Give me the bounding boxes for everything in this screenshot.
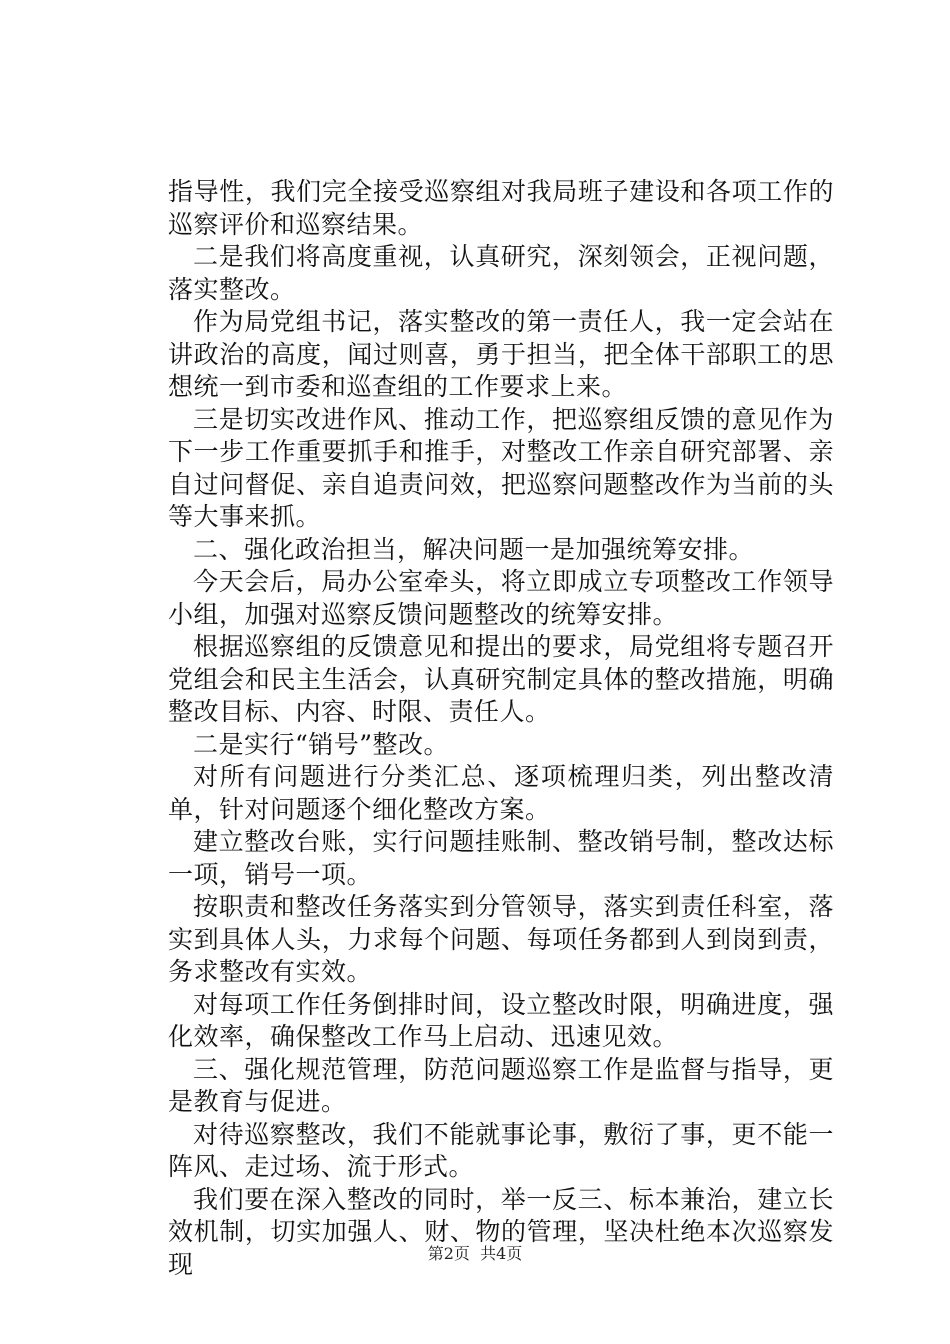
paragraph: 三、强化规范管理，防范问题巡察工作是监督与指导，更是教育与促进。: [168, 1054, 834, 1116]
paragraph: 按职责和整改任务落实到分管领导，落实到责任科室，落实到具体人头，力求每个问题、每项任务都到人到岗到责，务求整改有实效。: [168, 892, 834, 986]
paragraph: 二、强化政治担当，解决问题一是加强统筹安排。: [193, 534, 755, 564]
paragraph: 建立整改台账，实行问题挂账制、整改销号制，整改达标一项，销号一项。: [168, 827, 834, 889]
paragraph: 作为局党组书记，落实整改的第一责任人，我一定会站在讲政治的高度，闻过则喜，勇于担当，把全体干部职工的思想统一到市委和巡查组的工作要求上来。: [168, 307, 834, 401]
document-body: [168, 176, 834, 1281]
paragraph: 对待巡察整改，我们不能就事论事，敷衍了事，更不能一阵风、走过场、流于形式。: [168, 1119, 834, 1181]
paragraph: 三是切实改进作风、推动工作，把巡察组反馈的意见作为下一步工作重要抓手和推手，对整改工作亲自研究部署、亲自过问督促、亲自追责问效，把巡察问题整改作为当前的头等大事来抓。: [168, 404, 834, 531]
page-number-label: 第2页 共4页: [427, 1244, 523, 1263]
page-footer: [0, 1244, 950, 1264]
paragraph: 对所有问题进行分类汇总、逐项梳理归类，列出整改清单，针对问题逐个细化整改方案。: [168, 762, 834, 824]
paragraph: 指导性，我们完全接受巡察组对我局班子建设和各项工作的巡察评价和巡察结果。: [168, 177, 834, 239]
paragraph: 对每项工作任务倒排时间，设立整改时限，明确进度，强化效率，确保整改工作马上启动、迅速见效。: [168, 989, 834, 1051]
paragraph: 根据巡察组的反馈意见和提出的要求，局党组将专题召开党组会和民主生活会，认真研究制定具体的整改措施，明确整改目标、内容、时限、责任人。: [168, 632, 834, 726]
paragraph: 今天会后，局办公室牵头，将立即成立专项整改工作领导小组，加强对巡察反馈问题整改的统筹安排。: [168, 567, 834, 629]
paragraph: 二是实行“销号”整改。: [193, 729, 450, 759]
paragraph: 二是我们将高度重视，认真研究，深刻领会，正视问题，落实整改。: [168, 242, 834, 304]
paragraph: 我们要在深入整改的同时，举一反三、标本兼治，建立长效机制，切实加强人、财、物的管理，坚决杜绝本次巡察发现: [168, 1184, 834, 1279]
